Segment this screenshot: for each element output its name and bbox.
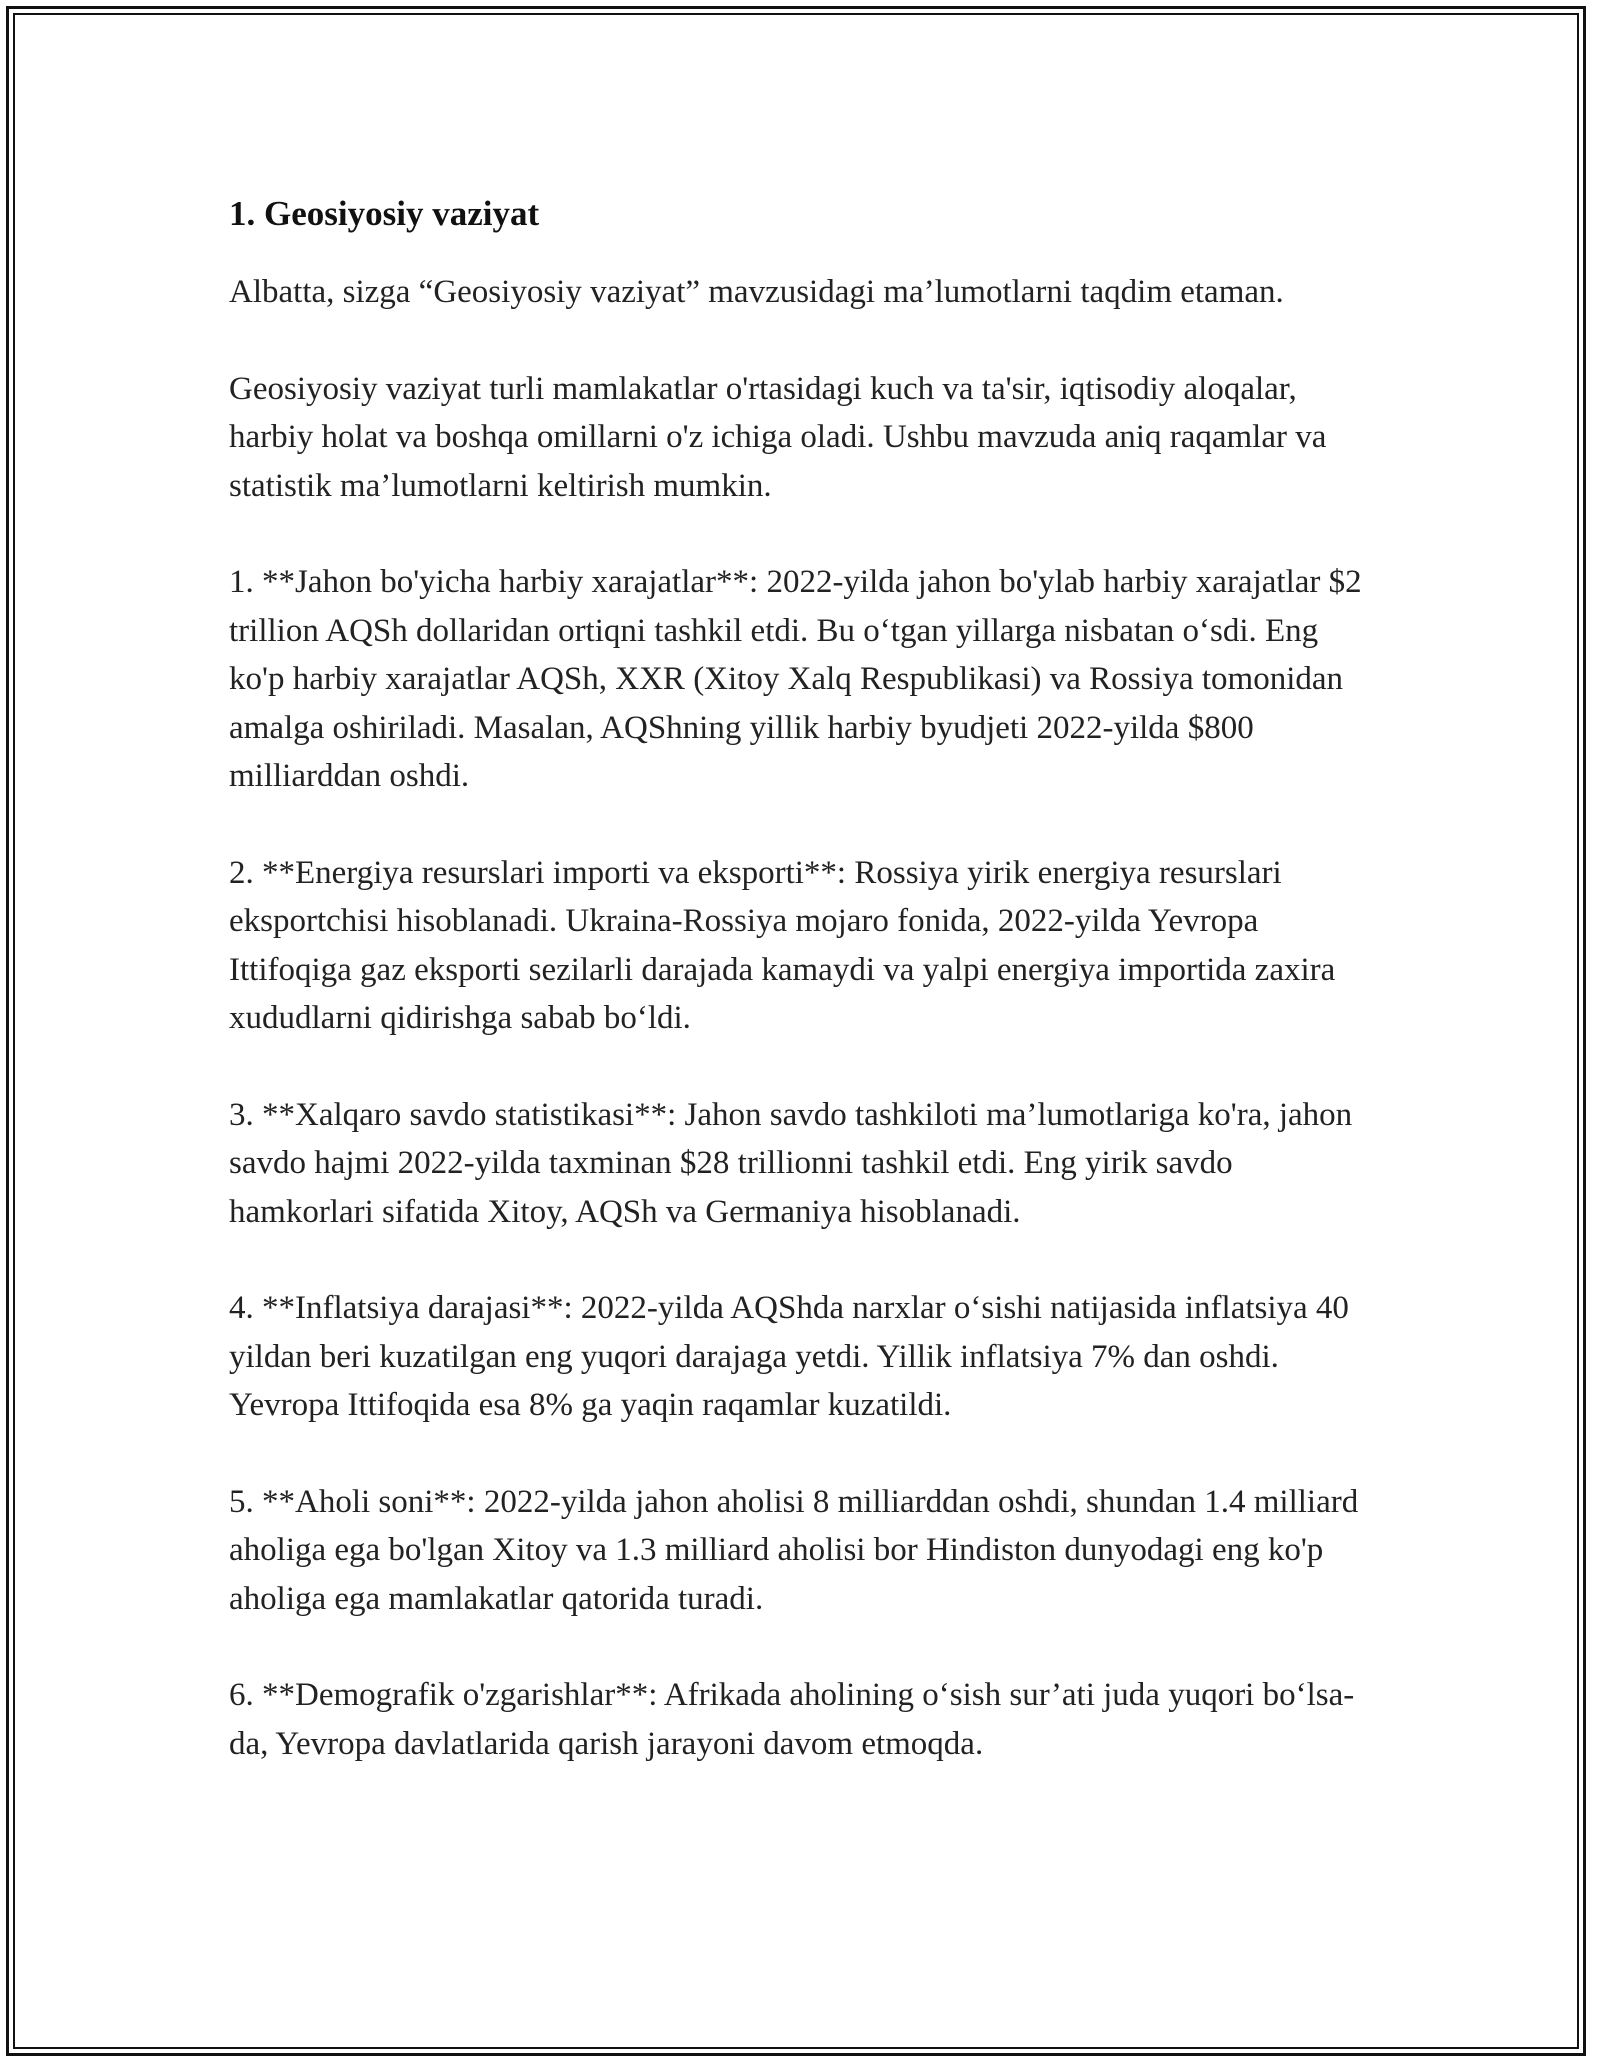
population-paragraph: 5. **Aholi soni**: 2022-yilda jahon aholisi 8 milliarddan oshdi, shundan 1.4 milliard aholiga ega bo'lgan Xitoy va 1.3 milliard aholisi bor Hindiston dunyodagi eng ko'p aholiga ega mamlakatlar qatorida turadi. [229,1483,1359,1617]
military-spending-paragraph: 1. **Jahon bo'yicha harbiy xarajatlar**: 2022-yilda jahon bo'ylab harbiy xarajatlar $2 trillion AQSh dollaridan ortiqni tashkil etdi. Bu o‘tgan yillarga nisbatan o‘sdi. Eng ko'p harbiy xarajatlar AQSh, XXR (Xitoy Xalq Respublikasi) va Rossiya tomonidan amalga oshiriladi. Masalan, AQShning yillik harbiy byudjeti 2022-yilda $800 milliarddan oshdi. [229,564,1362,794]
demographic-changes-paragraph: 6. **Demografik o'zgarishlar**: Afrikada aholining o‘sish sur’ati juda yuqori bo‘lsa-da, Yevropa davlatlarida qarish jarayoni davom etmoqda. [229,1677,1355,1762]
inflation-paragraph: 4. **Inflatsiya darajasi**: 2022-yilda AQShda narxlar o‘sishi natijasida inflatsiya 40 yildan beri kuzatilgan eng yuqori darajaga yetdi. Yillik inflatsiya 7% dan oshdi. Yevropa Ittifoqida esa 8% ga yaqin raqamlar kuzatildi. [229,1290,1349,1423]
document-body [229,188,1379,1816]
energy-resources-paragraph: 2. **Energiya resurslari importi va eksporti**: Rossiya yirik energiya resurslari eksportchisi hisoblanadi. Ukraina-Rossiya mojaro fonida, 2022-yilda Yevropa Ittifoqiga gaz eksporti sezilarli darajada kamaydi va yalpi energiya importida zaxira xududlarni qidirishga sabab bo‘ldi. [229,854,1336,1036]
intro-paragraph: Albatta, sizga “Geosiyosiy vaziyat” mavzusidagi ma’lumotlarni taqdim etaman. [229,274,1284,310]
section-title: 1. Geosiyosiy vaziyat [229,194,540,233]
overview-paragraph: Geosiyosiy vaziyat turli mamlakatlar o'rtasidagi kuch va ta'sir, iqtisodiy aloqalar, harbiy holat va boshqa omillarni o'z ichiga oladi. Ushbu mavzuda aniq raqamlar va statistik ma’lumotlarni keltirish mumkin. [229,370,1327,504]
trade-statistics-paragraph: 3. **Xalqaro savdo statistikasi**: Jahon savdo tashkiloti ma’lumotlariga ko'ra, jahon savdo hajmi 2022-yilda taxminan $28 trillionni tashkil etdi. Eng yirik savdo hamkorlari sifatida Xitoy, AQSh va Germaniya hisoblanadi. [229,1096,1353,1230]
